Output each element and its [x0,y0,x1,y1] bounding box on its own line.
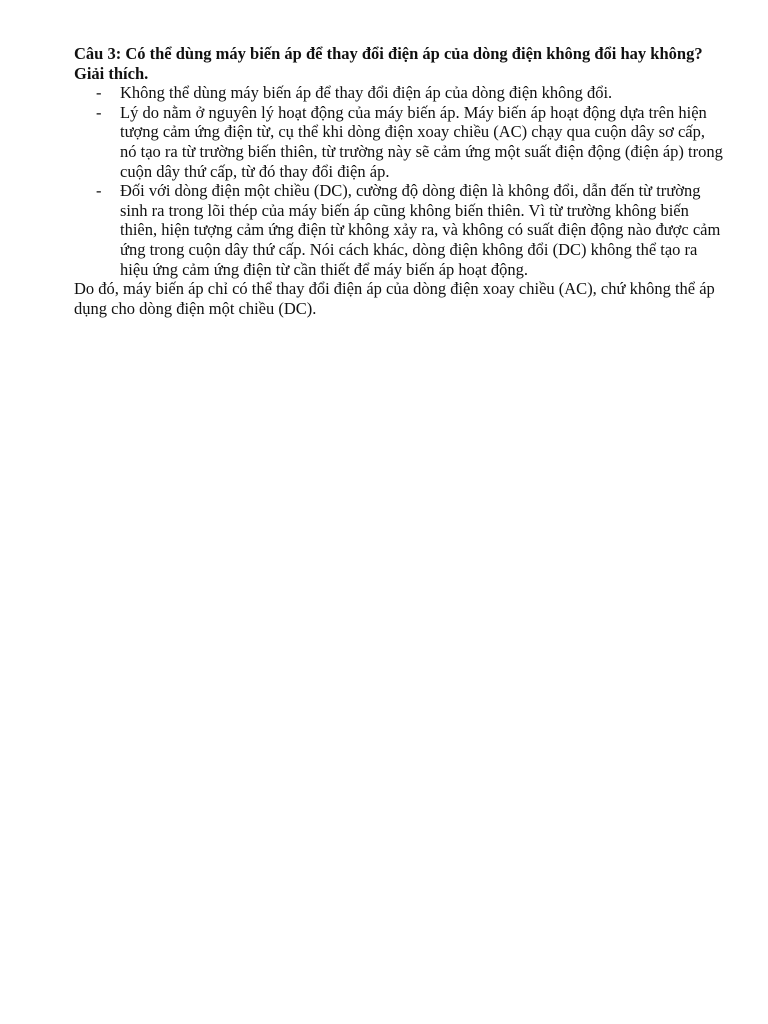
bullet-text: Không thể dùng máy biến áp để thay đổi điện áp của dòng điện không đổi. [120,83,613,103]
bullet-item [74,83,724,103]
answer-bullet-list [74,83,724,279]
bullet-marker: - [96,181,102,201]
bullet-item [74,103,724,181]
question-heading: Câu 3: Có thể dùng máy biến áp để thay đổi điện áp của dòng điện không đổi hay không? Giải thích. [74,44,703,83]
bullet-marker: - [96,102,102,122]
bullet-text: Lý do nằm ở nguyên lý hoạt động của máy biến áp. Máy biến áp hoạt động dựa trên hiện tượng cảm ứng điện từ, cụ thể khi dòng điện xoay chiều (AC) chạy qua cuộn dây sơ cấp, nó tạo ra từ trường biến thiên, từ trường này sẽ cảm ứng một suất điện động (điện áp) trong cuộn dây thứ cấp, từ đó thay đổi điện áp. [120,102,723,181]
bullet-marker: - [96,83,102,103]
bullet-text: Đối với dòng điện một chiều (DC), cường độ dòng điện là không đổi, dẫn đến từ trường sinh ra trong lõi thép của máy biến áp cũng không biến thiên. Vì từ trường không biến thiên, hiện tượng cảm ứng điện từ không xảy ra, và không có suất điện động nào được cảm ứng trong cuộn dây thứ cấp. Nói cách khác, dòng điện không đổi (DC) không thể tạo ra hiệu ứng cảm ứng điện từ cần thiết để máy biến áp hoạt động. [120,181,721,279]
bullet-item [74,181,724,279]
document-page [74,44,724,318]
conclusion-paragraph: Do đó, máy biến áp chỉ có thể thay đổi điện áp của dòng điện xoay chiều (AC), chứ không thể áp dụng cho dòng điện một chiều (DC). [74,279,715,318]
